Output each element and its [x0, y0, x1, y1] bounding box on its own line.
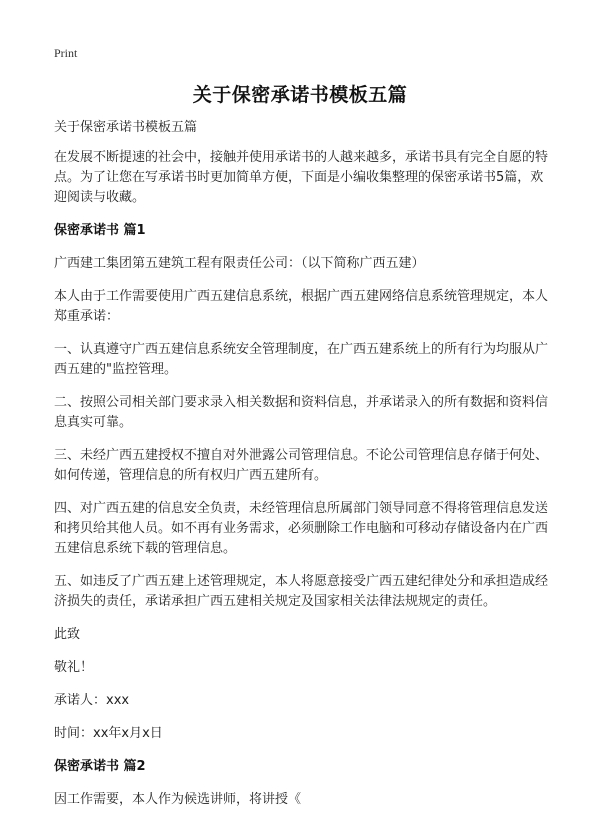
paragraph: 本人由于工作需要使用广西五建信息系统，根据广西五建网络信息系统管理规定，本人郑重承诺：	[54, 289, 549, 324]
paragraph: 广西建工集团第五建筑工程有限责任公司：（以下简称广西五建）	[54, 256, 425, 271]
paragraph: 四、对广西五建的信息安全负责，未经管理信息所属部门领导同意不得将管理信息发送和拷贝给其他人员。如不再有业务需求，必须删除工作电脑和可移动存储设备内在广西五建信息系统下载的管理信息。	[54, 501, 549, 556]
paragraph: 一、认真遵守广西五建信息系统安全管理制度，在广西五建系统上的所有行为均服从广西五建的"监控管理。	[54, 342, 549, 377]
page-title: 关于保密承诺书模板五篇	[192, 84, 408, 106]
paragraph: 因工作需要，本人作为候选讲师，将讲授《	[54, 792, 302, 807]
document-body	[54, 118, 554, 823]
document-subtitle: 关于保密承诺书模板五篇	[54, 120, 198, 135]
section-heading: 保密承诺书 篇1	[54, 223, 146, 238]
paragraph: 三、未经广西五建授权不擅自对外泄露公司管理信息。不论公司管理信息存储于何处、如何传递，管理信息的所有权归广西五建所有。	[54, 448, 549, 483]
section-heading: 保密承诺书 篇2	[54, 759, 146, 774]
date-line: 时间：xx年x月x日	[54, 726, 163, 741]
closing-line: 此致	[54, 627, 81, 642]
closing-line: 敬礼！	[54, 660, 94, 675]
paragraph: 五、如违反了广西五建上述管理规定，本人将愿意接受广西五建纪律处分和承担造成经济损失的责任，承诺承担广西五建相关规定及国家相关法律法规规定的责任。	[54, 574, 549, 609]
signatory-line: 承诺人：xxx	[54, 693, 130, 708]
paragraph: 二、按照公司相关部门要求录入相关数据和资料信息，并承诺录入的所有数据和资料信息真实可靠。	[54, 395, 549, 430]
intro-paragraph: 在发展不断提速的社会中，接触并使用承诺书的人越来越多，承诺书具有完全自愿的特点。为了让您在写承诺书时更加简单方便，下面是小编收集整理的保密承诺书5篇，欢迎阅读与收藏。	[54, 150, 549, 205]
print-label[interactable]: Print	[54, 46, 78, 60]
